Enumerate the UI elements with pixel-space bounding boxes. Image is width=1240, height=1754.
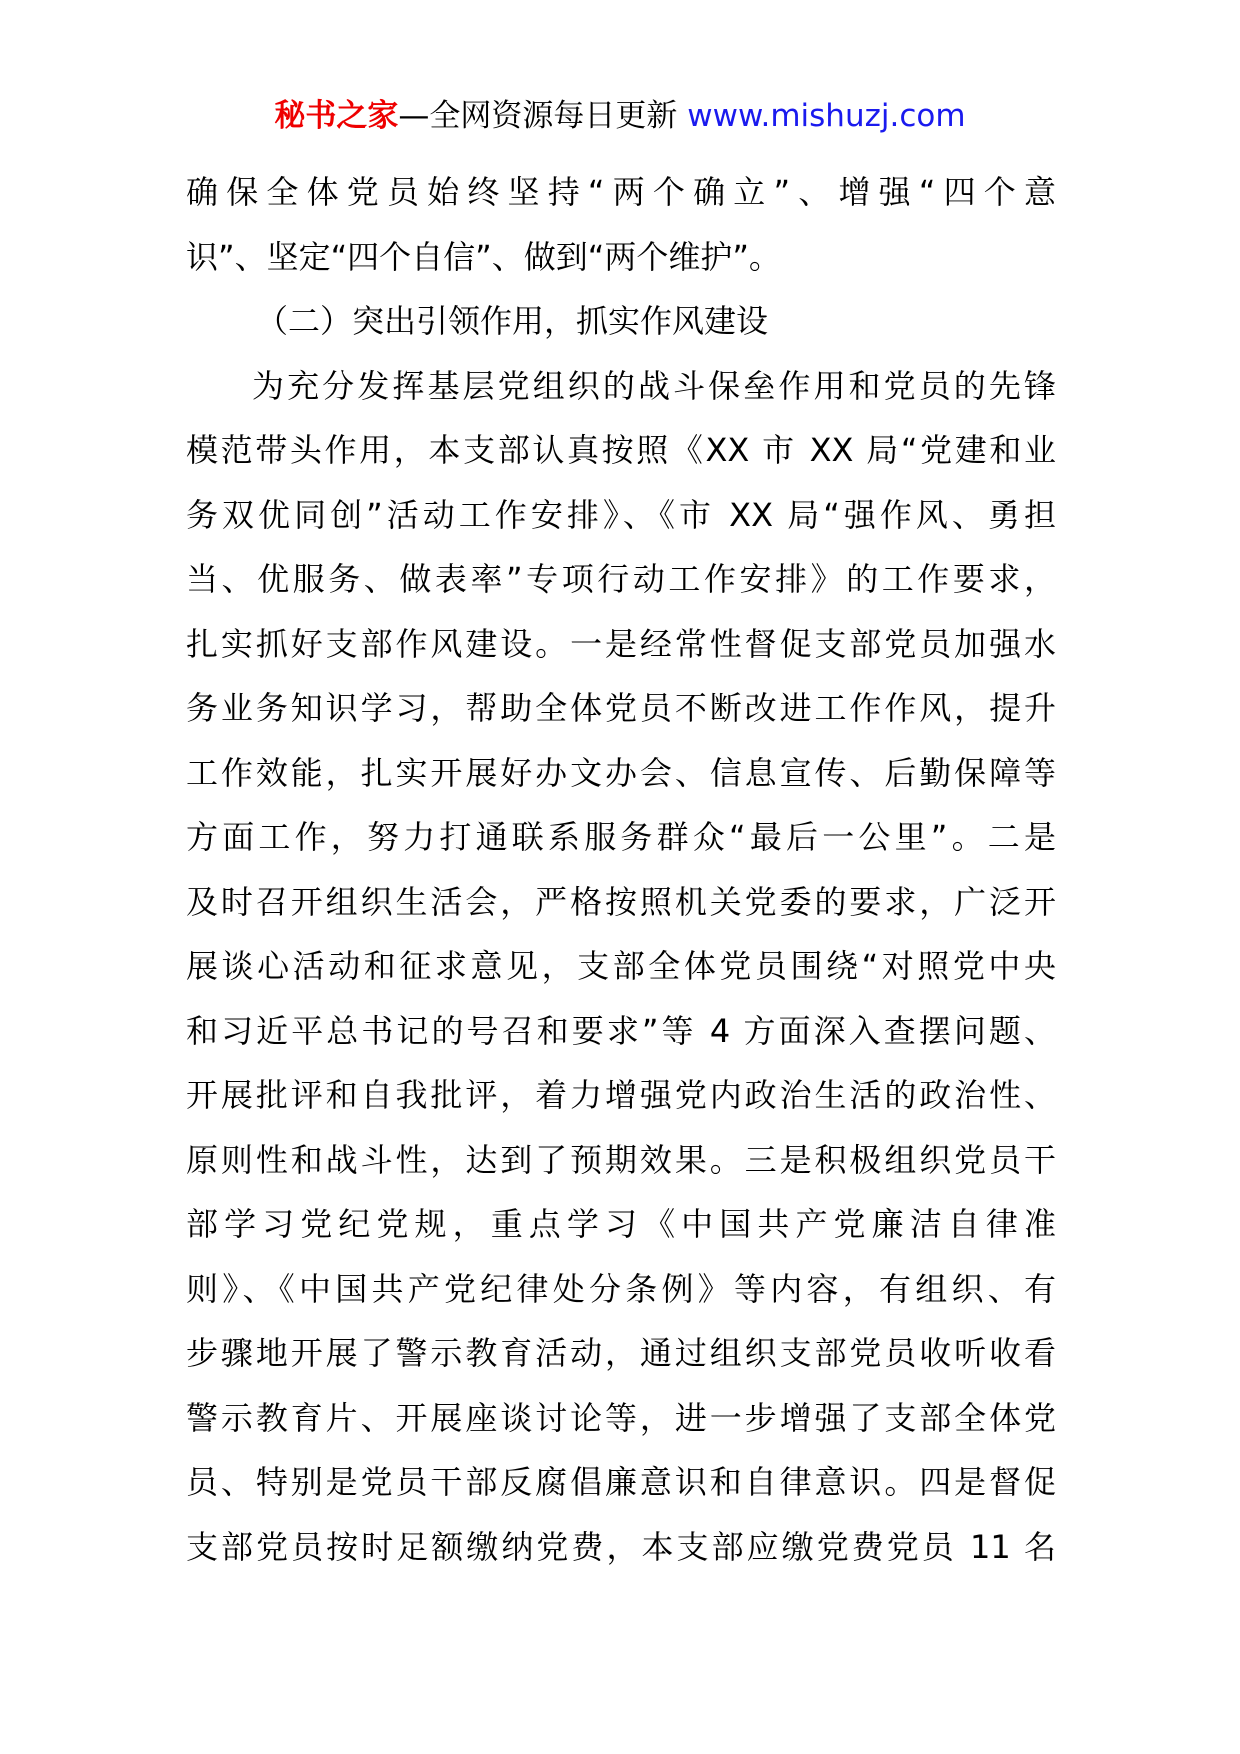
text-line: 务业务知识学习，帮助全体党员不断改进工作作风，提升 bbox=[186, 689, 1056, 727]
text-line: 警示教育片、开展座谈讨论等，进一步增强了支部全体党 bbox=[186, 1398, 1056, 1437]
text-line: 展谈心活动和征求意见，支部全体党员围绕“对照党中央 bbox=[186, 947, 1056, 985]
text-line: 员、特别是党员干部反腐倡廉意识和自律意识。四是督促 bbox=[186, 1463, 1056, 1501]
site-url-link[interactable]: www.mishuzj.com bbox=[677, 98, 966, 134]
section-heading: （二）突出引领作用，抓实作风建设 bbox=[256, 302, 769, 340]
site-brand: 秘书之家 bbox=[274, 98, 399, 134]
text-line: 方面工作，努力打通联系服务群众“最后一公里”。二是 bbox=[186, 818, 1056, 856]
text-line: 模范带头作用，本支部认真按照《XX 市 XX 局“党建和业 bbox=[186, 431, 1056, 469]
text-line: 当、优服务、做表率”专项行动工作安排》的工作要求， bbox=[186, 560, 1056, 598]
text-line: 扎实抓好支部作风建设。一是经常性督促支部党员加强水 bbox=[186, 624, 1056, 663]
text-line: 则》、《中国共产党纪律处分条例》等内容，有组织、有 bbox=[186, 1269, 1056, 1308]
site-tagline: —全网资源每日更新 bbox=[398, 98, 678, 134]
text-line: 支部党员按时足额缴纳党费，本支部应缴党费党员 11 名 bbox=[186, 1527, 1056, 1566]
document-body bbox=[186, 160, 1056, 1579]
text-line: 工作效能，扎实开展好办文办会、信息宣传、后勤保障等 bbox=[186, 753, 1056, 792]
text-line: 及时召开组织生活会，严格按照机关党委的要求，广泛开 bbox=[186, 882, 1056, 921]
text-line: 和习近平总书记的号召和要求”等 4 方面深入查摆问题、 bbox=[186, 1011, 1056, 1050]
text-line: 开展批评和自我批评，着力增强党内政治生活的政治性、 bbox=[186, 1076, 1056, 1114]
text-line: 务双优同创”活动工作安排》、《市 XX 局“强作风、勇担 bbox=[186, 495, 1056, 534]
text-line: 确保全体党员始终坚持“两个确立”、增强“四个意 bbox=[186, 173, 1056, 211]
site-header bbox=[0, 96, 1240, 136]
text-line: 识”、坚定“四个自信”、做到“两个维护”。 bbox=[186, 237, 781, 276]
text-line: 步骤地开展了警示教育活动，通过组织支部党员收听收看 bbox=[186, 1334, 1056, 1372]
text-line: 原则性和战斗性，达到了预期效果。三是积极组织党员干 bbox=[186, 1140, 1056, 1179]
text-line: 部学习党纪党规，重点学习《中国共产党廉洁自律准 bbox=[186, 1205, 1056, 1243]
paragraph-first-line: 为充分发挥基层党组织的战斗保垒作用和党员的先锋 bbox=[252, 366, 1056, 405]
